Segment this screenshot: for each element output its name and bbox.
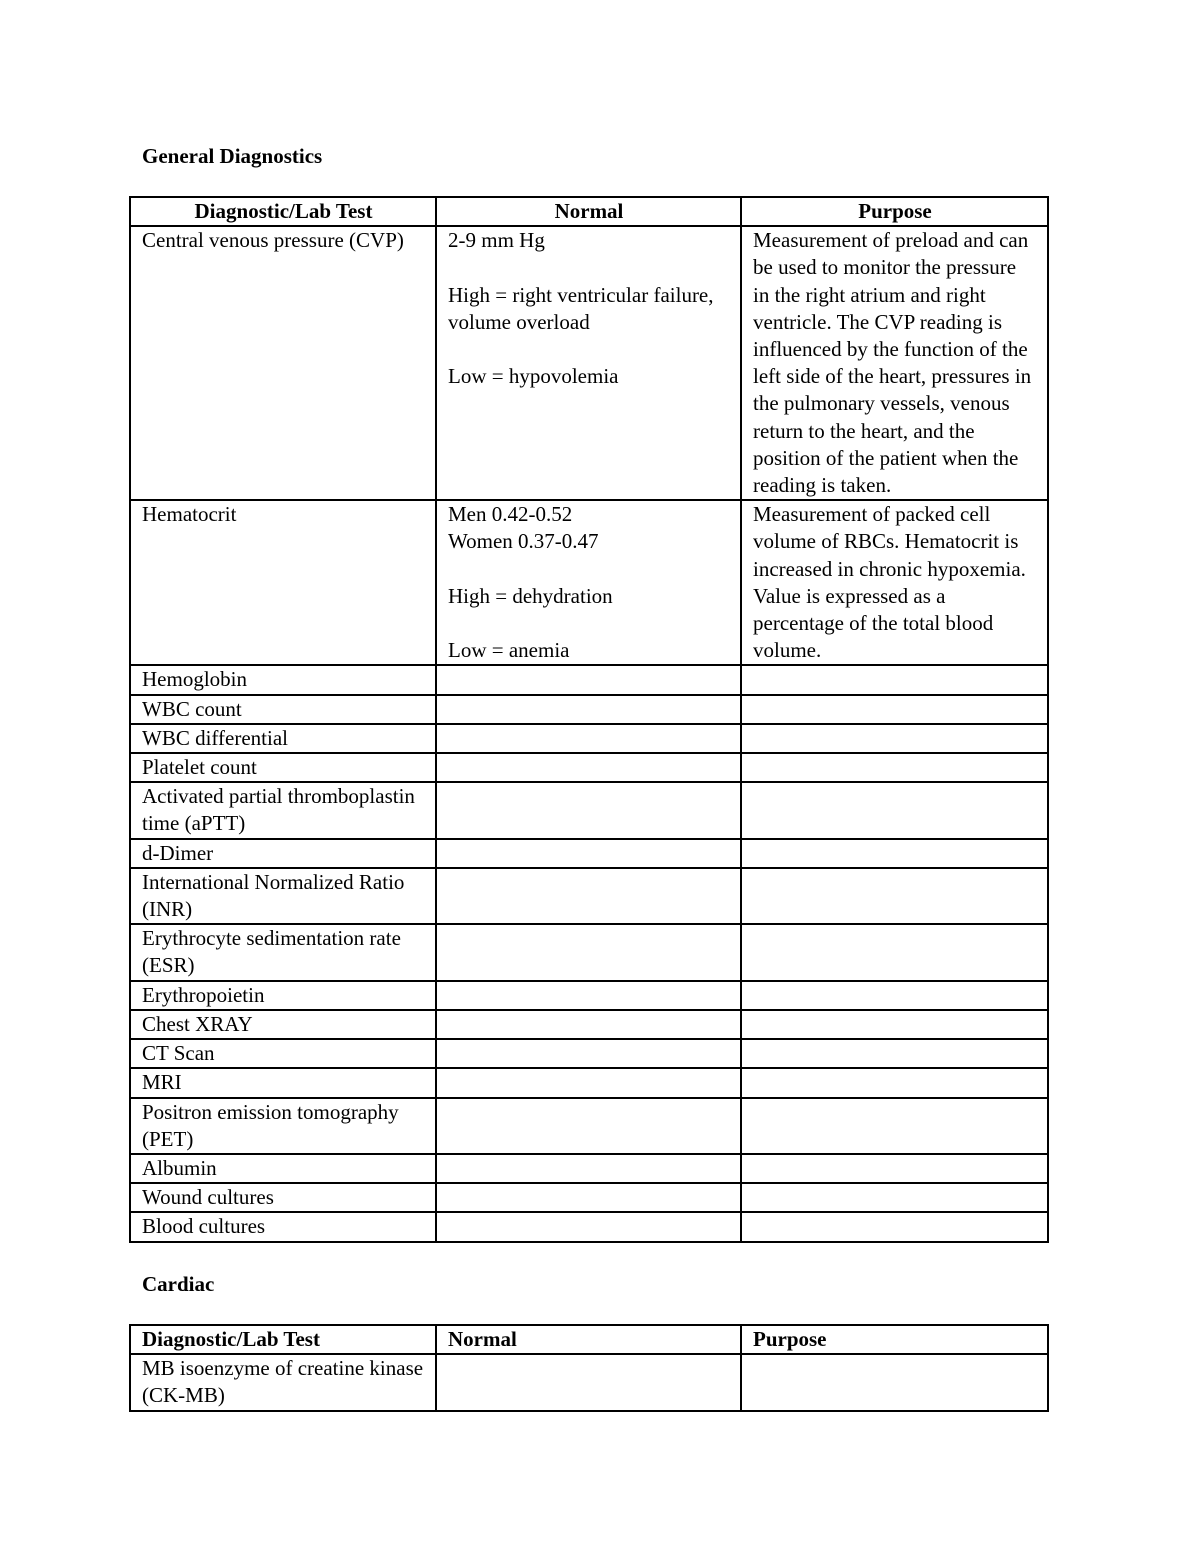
normal-cell	[436, 981, 741, 1010]
normal-cell	[436, 695, 741, 724]
table-row	[130, 1010, 1048, 1039]
purpose-cell	[741, 1039, 1048, 1068]
purpose-cell	[741, 1183, 1048, 1212]
hematocrit-normal-low: Low = anemia	[448, 638, 570, 663]
header-purpose: Purpose	[741, 1325, 1048, 1354]
hematocrit-normal-women: Women 0.37-0.47	[448, 529, 599, 554]
normal-cell	[436, 665, 741, 694]
normal-cell	[436, 753, 741, 782]
table-row	[130, 839, 1048, 868]
purpose-cell	[741, 695, 1048, 724]
table-row-cvp	[130, 226, 1048, 500]
hematocrit-normal-men: Men 0.42-0.52	[448, 502, 573, 527]
table-row	[130, 724, 1048, 753]
table-row	[130, 1183, 1048, 1212]
cvp-normal-cell	[436, 226, 741, 500]
hematocrit-purpose-cell: Measurement of packed cell volume of RBCs. Hematocrit is increased in chronic hypoxemia. Value is expressed as a percentage of the total blood volume.	[741, 500, 1048, 665]
table-row	[130, 1068, 1048, 1097]
purpose-cell	[741, 868, 1048, 924]
hematocrit-normal-high: High = dehydration	[448, 583, 613, 608]
table-row	[130, 1154, 1048, 1183]
normal-cell	[436, 1354, 741, 1410]
cvp-test-cell: Central venous pressure (CVP)	[130, 226, 436, 500]
test-name-cell: CT Scan	[130, 1039, 436, 1068]
cvp-normal-high: High = right ventricular failure, volume overload	[448, 282, 714, 334]
purpose-cell	[741, 1154, 1048, 1183]
purpose-cell	[741, 665, 1048, 694]
general-diagnostics-table	[129, 196, 1049, 1243]
table-row	[130, 981, 1048, 1010]
test-name-cell: Erythrocyte sedimentation rate (ESR)	[130, 924, 436, 980]
purpose-cell	[741, 753, 1048, 782]
test-name-cell: Activated partial thromboplastin time (aPTT)	[130, 782, 436, 838]
purpose-cell	[741, 1098, 1048, 1154]
table-row	[130, 868, 1048, 924]
table-row	[130, 1098, 1048, 1154]
purpose-cell	[741, 1354, 1048, 1410]
test-name-cell: Wound cultures	[130, 1183, 436, 1212]
spacer	[448, 336, 730, 363]
test-name-cell: Platelet count	[130, 753, 436, 782]
spacer	[448, 610, 730, 637]
normal-cell	[436, 782, 741, 838]
normal-cell	[436, 1183, 741, 1212]
test-name-cell: International Normalized Ratio (INR)	[130, 868, 436, 924]
normal-cell	[436, 924, 741, 980]
cardiac-table	[129, 1324, 1049, 1412]
test-name-cell: WBC count	[130, 695, 436, 724]
table-row	[130, 665, 1048, 694]
normal-cell	[436, 724, 741, 753]
table-header-row	[130, 1325, 1048, 1354]
cardiac-title: Cardiac	[142, 1272, 215, 1296]
purpose-cell	[741, 1068, 1048, 1097]
header-test: Diagnostic/Lab Test	[130, 197, 436, 226]
table-row	[130, 1354, 1048, 1410]
normal-cell	[436, 1039, 741, 1068]
test-name-cell: MRI	[130, 1068, 436, 1097]
normal-cell	[436, 1010, 741, 1039]
test-name-cell: WBC differential	[130, 724, 436, 753]
purpose-cell	[741, 1010, 1048, 1039]
header-normal: Normal	[436, 1325, 741, 1354]
spacer	[448, 254, 730, 281]
cvp-normal-range: 2-9 mm Hg	[448, 228, 545, 253]
normal-cell	[436, 1098, 741, 1154]
cvp-purpose-cell: Measurement of preload and can be used to monitor the pressure in the right atrium and right ventricle. The CVP reading is influenced by the function of the left side of the heart, pressures in the pulmonary vessels, venous return to the heart, and the position of the patient when the reading is taken.	[741, 226, 1048, 500]
purpose-cell	[741, 1212, 1048, 1241]
table-row	[130, 695, 1048, 724]
test-name-cell: Blood cultures	[130, 1212, 436, 1241]
table-row	[130, 782, 1048, 838]
table-header-row	[130, 197, 1048, 226]
spacer	[448, 556, 730, 583]
general-diagnostics-title: General Diagnostics	[142, 144, 323, 168]
normal-cell	[436, 839, 741, 868]
table-row	[130, 1039, 1048, 1068]
test-name-cell: Hemoglobin	[130, 665, 436, 694]
hematocrit-test-cell: Hematocrit	[130, 500, 436, 665]
test-name-cell: Albumin	[130, 1154, 436, 1183]
purpose-cell	[741, 782, 1048, 838]
table-row	[130, 924, 1048, 980]
purpose-cell	[741, 724, 1048, 753]
purpose-cell	[741, 839, 1048, 868]
header-test: Diagnostic/Lab Test	[130, 1325, 436, 1354]
header-normal: Normal	[436, 197, 741, 226]
test-name-cell: Positron emission tomography (PET)	[130, 1098, 436, 1154]
table-row	[130, 753, 1048, 782]
table-row-hematocrit	[130, 500, 1048, 665]
normal-cell	[436, 1212, 741, 1241]
purpose-cell	[741, 981, 1048, 1010]
table-row	[130, 1212, 1048, 1241]
test-name-cell: Chest XRAY	[130, 1010, 436, 1039]
purpose-cell	[741, 924, 1048, 980]
test-name-cell: MB isoenzyme of creatine kinase (CK-MB)	[130, 1354, 436, 1410]
header-purpose: Purpose	[741, 197, 1048, 226]
cvp-normal-low: Low = hypovolemia	[448, 364, 619, 389]
normal-cell	[436, 868, 741, 924]
normal-cell	[436, 1154, 741, 1183]
test-name-cell: Erythropoietin	[130, 981, 436, 1010]
normal-cell	[436, 1068, 741, 1097]
test-name-cell: d-Dimer	[130, 839, 436, 868]
hematocrit-normal-cell	[436, 500, 741, 665]
